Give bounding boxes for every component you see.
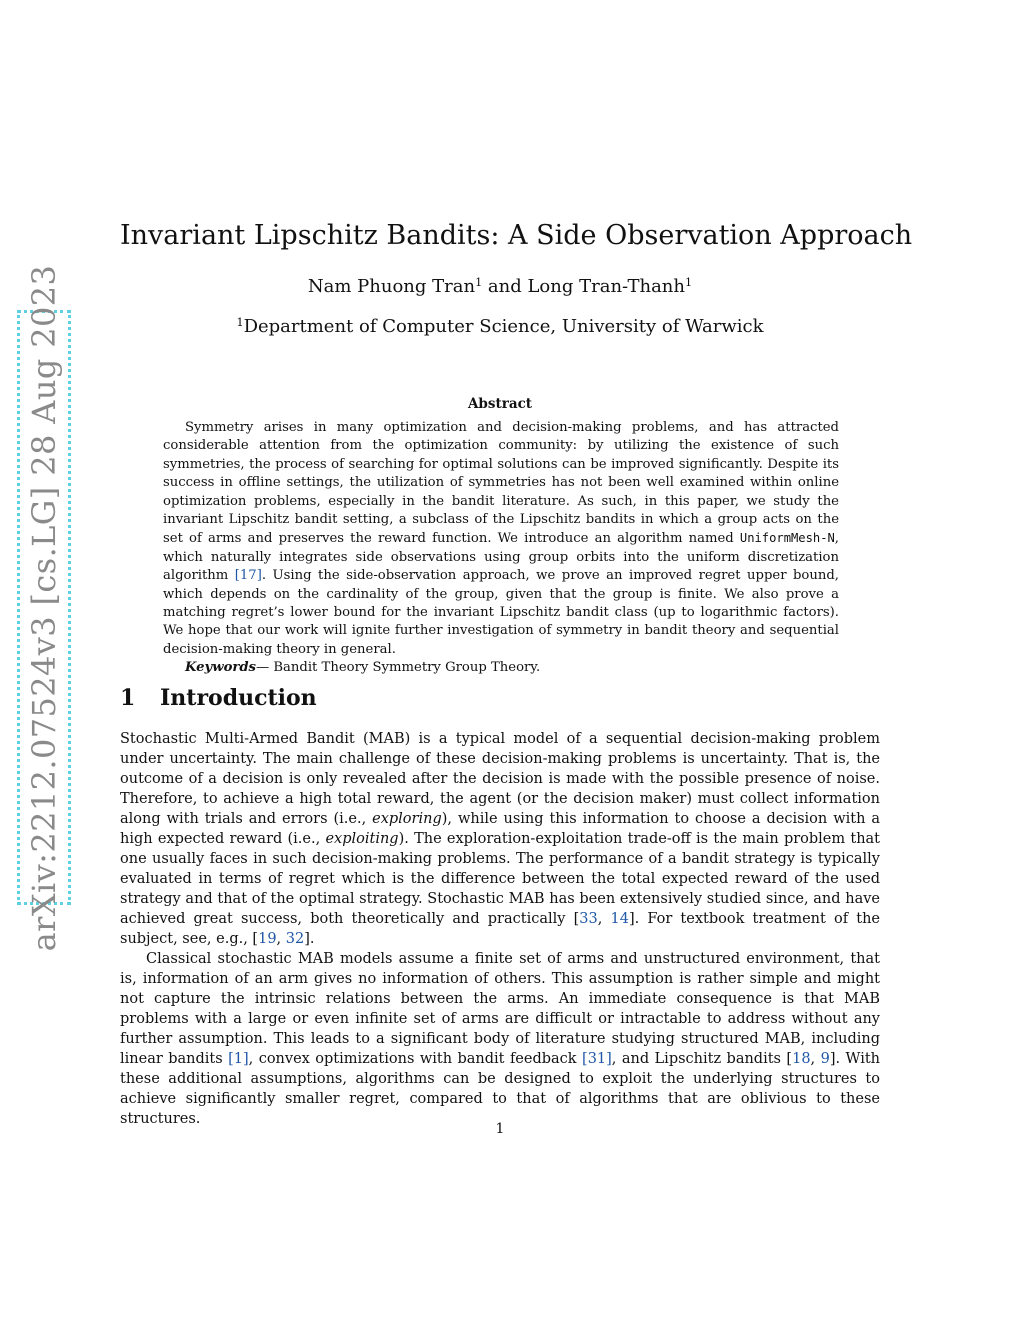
paper-title: Invariant Lipschitz Bandits: A Side Observation Approach [120,220,913,251]
paragraph-text: , and Lipschitz bandits [ [611,1051,793,1067]
paragraph-text: , convex optimizations with bandit feedback [248,1051,583,1067]
paragraph-text: ), while using this information to choose a decision with a high expected reward (i.e., [120,811,880,847]
citation-link[interactable]: 33 [579,911,598,927]
citation-link[interactable]: 32 [285,931,305,947]
citation-link[interactable]: [31] [582,1051,612,1067]
emphasis: exploiting [325,831,399,847]
abstract-text: . Using the side-observation approach, we prove an improved regret upper bound, which depends on the cardinality of the group, given that the group is finite. We also prove a matching regret’s lower bound for the invariant Lipschitz bandit class (up to logarithmic factors). We hope that our work will ignite further investigation of symmetry in bandit theory and sequential decision-making theory in general. [163,568,839,657]
keywords-label: Keywords [185,660,256,676]
author-list [120,276,880,297]
paragraph-text: ]. With these additional assumptions, algorithms can be designed to exploit the underlying structures to achieve significantly smaller regret, compared to that of algorithms that are oblivious to these structures. [120,1051,880,1127]
citation-link[interactable]: 9 [820,1051,830,1067]
paragraph-text: ]. [304,931,315,947]
section-number: 1 [120,685,136,711]
author-name: Nam Phuong Tran [307,276,476,297]
paragraph [120,949,880,1129]
citation-link[interactable]: 19 [258,931,277,947]
keywords-text: — Bandit Theory Symmetry Group Theory. [255,660,541,676]
paragraph-text: Classical stochastic MAB models assume a finite set of arms and unstructured environment, that is, information of an arm gives no information of others. This assumption is rather simple and might not capture the intrinsic relations between the arms. An immediate consequence is that MAB problems with a large or even infinite set of arms are difficult or intractable to address without any further assumption. This leads to a significant body of literature studying structured MAB, including linear bandits [120,951,880,1067]
arxiv-stamp [17,264,71,951]
keywords [163,659,839,677]
citation-separator: , [597,911,611,927]
author-affiliation-marker: 1 [685,275,693,289]
affiliation-text: Department of Computer Science, University of Warwick [243,316,764,337]
author-joiner: and [482,276,528,297]
abstract-text: , which naturally integrates side observations using group orbits into the uniform discretization algorithm [163,531,839,584]
citation-link[interactable]: 14 [610,911,629,927]
abstract-body [163,419,839,678]
citation-link[interactable]: 18 [792,1051,811,1067]
citation-separator: , [810,1051,821,1067]
author-name: Long Tran-Thanh [527,276,685,297]
section-title: Introduction [160,685,317,711]
paragraph-text: ). The exploration-exploitation trade-off is the main problem that one usually faces in such decision-making problems. The performance of a bandit strategy is typically evaluated in terms of regret which is the difference between the total expected reward of the used strategy and that of the optimal strategy. Stochastic MAB has been extensively studied since, and have achieved great success, both theoretically and practically [ [120,831,881,927]
citation-link[interactable]: [17] [234,568,262,584]
section-heading [120,685,317,711]
page-number: 1 [495,1121,505,1137]
abstract-text: Symmetry arises in many optimization and decision-making problems, and has attracted considerable attention from the optimization community: by utilizing the existence of such symmetries, the process of searching for optimal solutions can be improved significantly. Despite its success in offline settings, the utilization of symmetries has not been well examined within online optimization problems, especially in the bandit literature. As such, in this paper, we study the invariant Lipschitz bandit setting, a subclass of the Lipschitz bandits in which a group acts on the set of arms and preserves the reward function. We introduce an algorithm named [163,420,839,547]
citation-link[interactable]: [1] [228,1051,249,1067]
citation-separator: , [276,931,286,947]
abstract-heading: Abstract [467,396,533,412]
emphasis: exploring [372,811,442,827]
paragraph-text: ]. For textbook treatment of the subject, see, e.g., [ [120,911,880,947]
author-affiliation-marker: 1 [475,275,483,289]
affiliation-marker: 1 [236,315,244,329]
abstract-paragraph [163,419,839,659]
introduction-body [120,729,880,1129]
arxiv-stamp-text: arXiv:2212.07524v3 [cs.LG] 28 Aug 2023 [25,264,63,951]
algorithm-name: UniformMesh-N [739,531,835,546]
paragraph-text: Stochastic Multi-Armed Bandit (MAB) is a typical model of a sequential decision-making problem under uncertainty. The main challenge of these decision-making problems is uncertainty. That is, the outcome of a decision is only revealed after the decision is made with the possible presence of noise. Therefore, to achieve a high total reward, the agent (or the decision maker) must collect information along with trials and errors (i.e., [120,731,880,827]
affiliation [120,316,880,337]
paragraph [120,729,880,949]
